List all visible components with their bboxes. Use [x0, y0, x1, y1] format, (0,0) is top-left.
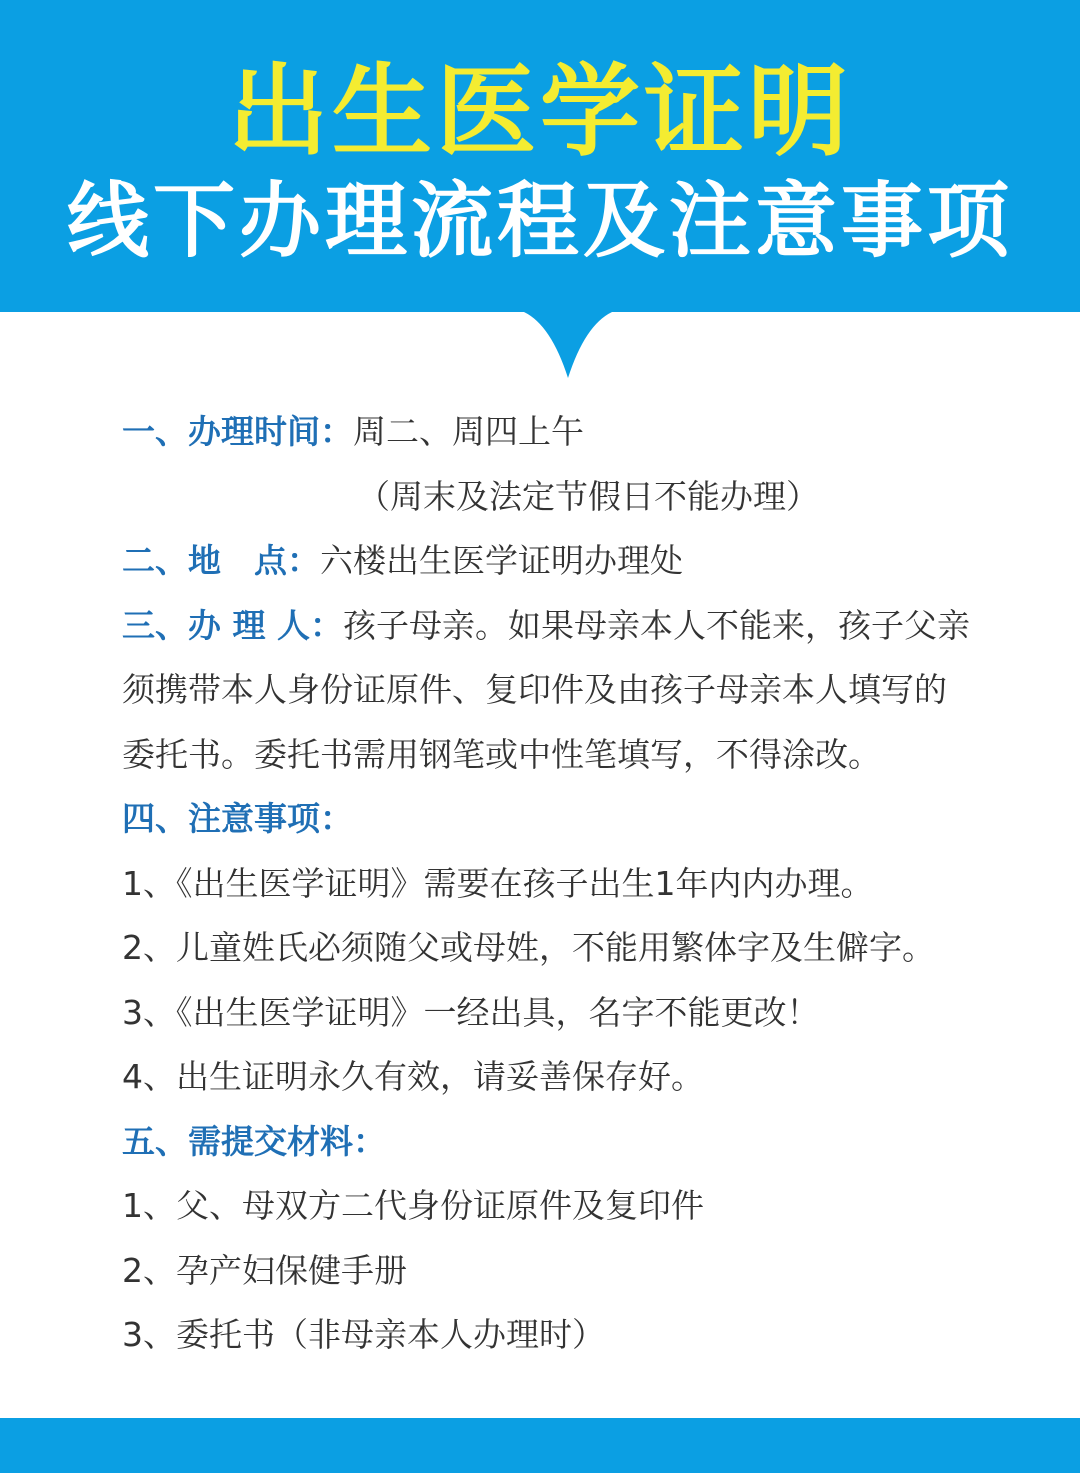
footer-bar [0, 1418, 1080, 1473]
section-heading: 四、注意事项： [122, 799, 353, 838]
list-item: 3、委托书（非母亲本人办理时） [122, 1315, 605, 1354]
section-handler [122, 594, 1002, 659]
section-place [122, 529, 1002, 594]
section-value: 六楼出生医学证明办理处 [320, 541, 683, 580]
content-body [122, 400, 1002, 1368]
section-notes [122, 787, 1002, 852]
section-time [122, 400, 1002, 465]
list-item: 1、父、母双方二代身份证原件及复印件 [122, 1186, 704, 1225]
section-materials [122, 1110, 1002, 1175]
section-heading: 五、需提交材料： [122, 1121, 386, 1161]
list-item: 1、《出生医学证明》需要在孩子出生1年内内办理。 [122, 863, 874, 903]
list-item: 4、出生证明永久有效，请妥善保存好。 [122, 1057, 704, 1096]
section-handler-line: 委托书。委托书需用钢笔或中性笔填写，不得涂改。 [122, 734, 881, 774]
section-handler-line: 须携带本人身份证原件、复印件及由孩子母亲本人填写的 [122, 670, 947, 709]
page-subtitle: 线下办理流程及注意事项 [66, 174, 1013, 269]
section-value: 周二、周四上午 [353, 412, 584, 451]
header-banner [0, 0, 1080, 390]
list-item: 2、儿童姓氏必须随父或母姓，不能用繁体字及生僻字。 [122, 928, 935, 967]
list-item: 3、《出生医学证明》一经出具，名字不能更改！ [122, 992, 820, 1032]
section-time-note: （周末及法定节假日不能办理） [357, 476, 819, 516]
section-heading: 二、地 点： [122, 541, 320, 580]
section-value: 孩子母亲。如果母亲本人不能来，孩子父亲 [342, 605, 970, 645]
section-heading: 一、办理时间： [122, 412, 353, 451]
page-title: 出生医学证明 [228, 53, 852, 170]
section-heading: 三、办 理 人： [122, 605, 343, 645]
list-item: 2、孕产妇保健手册 [122, 1250, 407, 1290]
